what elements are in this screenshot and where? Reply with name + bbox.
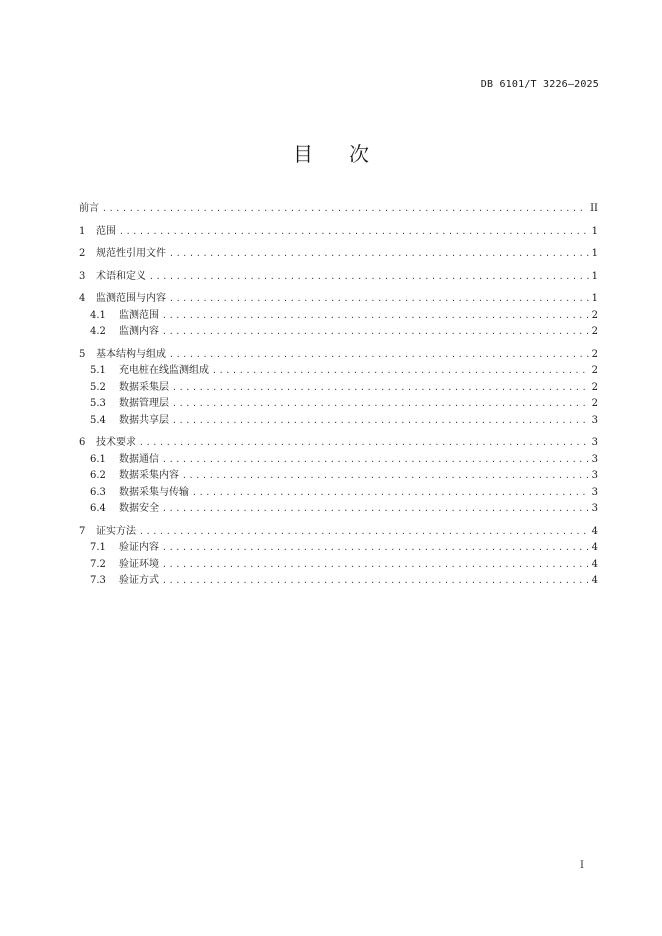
toc-dot-leader [162, 501, 589, 518]
toc-entry-number: 4.1 [90, 309, 106, 321]
toc-entry-label: 验证方式 [119, 575, 159, 586]
toc-entry[interactable] [79, 380, 598, 397]
toc-dot-leader [162, 324, 589, 341]
toc-entry-label: 监测范围 [119, 309, 159, 321]
toc-entry[interactable] [79, 468, 598, 485]
toc-entry-number: 3 [79, 270, 86, 282]
toc-entry-label: 验证内容 [119, 542, 159, 553]
toc-dot-leader [162, 540, 589, 557]
toc-dot-leader [172, 380, 589, 397]
toc-entry[interactable] [79, 540, 598, 557]
toc-entry-page: 2 [591, 309, 598, 321]
toc-entry[interactable] [79, 363, 598, 380]
page-number: I [580, 860, 584, 871]
toc-entry[interactable] [79, 413, 598, 430]
toc-entry-number: 5.1 [90, 365, 106, 376]
toc-entry-page: 1 [591, 293, 598, 304]
toc-entry-number: 7.3 [90, 575, 106, 586]
toc-dot-leader [172, 396, 589, 413]
toc-entry-page: 3 [591, 414, 598, 426]
toc-entry[interactable] [79, 396, 598, 413]
toc-dot-leader [139, 435, 589, 452]
toc-entry-label: 数据通信 [119, 453, 159, 465]
toc-entry-label: 范围 [96, 225, 116, 237]
toc-dot-leader [162, 452, 589, 469]
toc-entry-number: 6 [79, 437, 86, 448]
toc-dot-leader [162, 557, 589, 574]
toc-dot-leader [169, 347, 589, 364]
toc-entry[interactable] [79, 501, 598, 518]
toc-dot-leader [182, 468, 589, 485]
toc-entry-label: 数据安全 [119, 503, 159, 514]
toc-entry[interactable] [79, 524, 598, 541]
toc-entry-number: 6.4 [90, 503, 106, 514]
toc-entry-number: 5.2 [90, 381, 106, 393]
toc-entry-number: 5 [79, 348, 86, 360]
toc-dot-leader [192, 485, 589, 502]
toc-entry-label: 验证环境 [119, 558, 159, 570]
toc-dot-leader [172, 413, 589, 430]
toc-entry-label: 数据采集与传输 [119, 486, 189, 498]
toc-entry-label: 技术要求 [96, 437, 136, 448]
toc-entry-page: 2 [591, 381, 598, 393]
toc-dot-leader [149, 269, 589, 286]
toc-entry[interactable] [79, 308, 598, 325]
toc-entry-number: 4.2 [90, 326, 106, 337]
toc-entry-page: 3 [591, 453, 598, 465]
toc-entry[interactable] [79, 435, 598, 452]
toc-entry-page: II [590, 203, 598, 214]
toc-entry[interactable] [79, 452, 598, 469]
toc-entry-page: 3 [591, 486, 598, 498]
toc-dot-leader [169, 246, 589, 263]
toc-entry-page: 4 [591, 558, 598, 570]
toc-entry-number: 6.1 [90, 453, 106, 465]
toc-entry-label: 术语和定义 [96, 270, 146, 282]
toc-entry[interactable] [79, 224, 598, 241]
page-title [0, 138, 662, 167]
toc-entry-page: 3 [591, 503, 598, 514]
toc-entry[interactable] [79, 573, 598, 590]
toc-dot-leader [139, 524, 589, 541]
toc-entry-label: 监测范围与内容 [96, 293, 166, 304]
toc-entry-label: 规范性引用文件 [96, 248, 166, 259]
toc-entry-page: 3 [591, 437, 598, 448]
toc-entry-label: 数据采集层 [119, 381, 169, 393]
toc-entry-number: 2 [79, 248, 86, 259]
toc-entry-label: 监测内容 [119, 326, 159, 337]
toc-dot-leader [102, 201, 587, 218]
document-code: DB 6101/T 3226—2025 [480, 79, 599, 90]
toc-entry-page: 1 [591, 248, 598, 259]
toc-entry[interactable] [79, 347, 598, 364]
toc-entry-page: 1 [591, 225, 598, 237]
toc-entry-page: 3 [591, 470, 598, 481]
toc-entry[interactable] [79, 485, 598, 502]
toc-dot-leader [162, 308, 589, 325]
toc-entry[interactable] [79, 324, 598, 341]
toc-entry-label: 数据共享层 [119, 414, 169, 426]
toc-dot-leader [169, 291, 589, 308]
toc-dot-leader [119, 224, 589, 241]
toc-entry[interactable] [79, 246, 598, 263]
toc-entry-label: 基本结构与组成 [96, 348, 166, 360]
toc-entry-number: 7.1 [90, 542, 106, 553]
toc-entry-label: 充电桩在线监测组成 [119, 365, 209, 376]
toc-entry-page: 4 [591, 542, 598, 553]
toc-entry-page: 1 [591, 270, 598, 282]
toc-entry-label: 数据管理层 [119, 398, 169, 409]
toc-entry-number: 4 [79, 293, 86, 304]
toc-entry-number: 6.3 [90, 486, 106, 498]
toc-entry-number: 5.3 [90, 398, 106, 409]
table-of-contents [79, 201, 598, 590]
toc-entry-page: 2 [591, 326, 598, 337]
toc-entry-label: 数据采集内容 [119, 470, 179, 481]
title-char-2: 次 [349, 142, 369, 166]
toc-entry-page: 2 [591, 365, 598, 376]
toc-entry-page: 4 [591, 575, 598, 586]
toc-entry-number: 1 [79, 225, 86, 237]
toc-dot-leader [212, 363, 589, 380]
toc-entry-page: 2 [591, 398, 598, 409]
toc-entry-page: 4 [591, 525, 598, 537]
toc-entry-label: 证实方法 [96, 525, 136, 537]
title-char-1: 目 [293, 142, 313, 166]
toc-entry-number: 7 [79, 525, 86, 537]
toc-dot-leader [162, 573, 589, 590]
toc-entry-number: 5.4 [90, 414, 106, 426]
toc-entry[interactable] [79, 557, 598, 574]
toc-entry-number: 7.2 [90, 558, 106, 570]
toc-entry[interactable] [79, 269, 598, 286]
toc-entry-number: 6.2 [90, 470, 106, 481]
toc-entry[interactable] [79, 201, 598, 218]
toc-entry-page: 2 [591, 348, 598, 360]
toc-entry-label: 前言 [79, 203, 99, 214]
toc-entry[interactable] [79, 291, 598, 308]
